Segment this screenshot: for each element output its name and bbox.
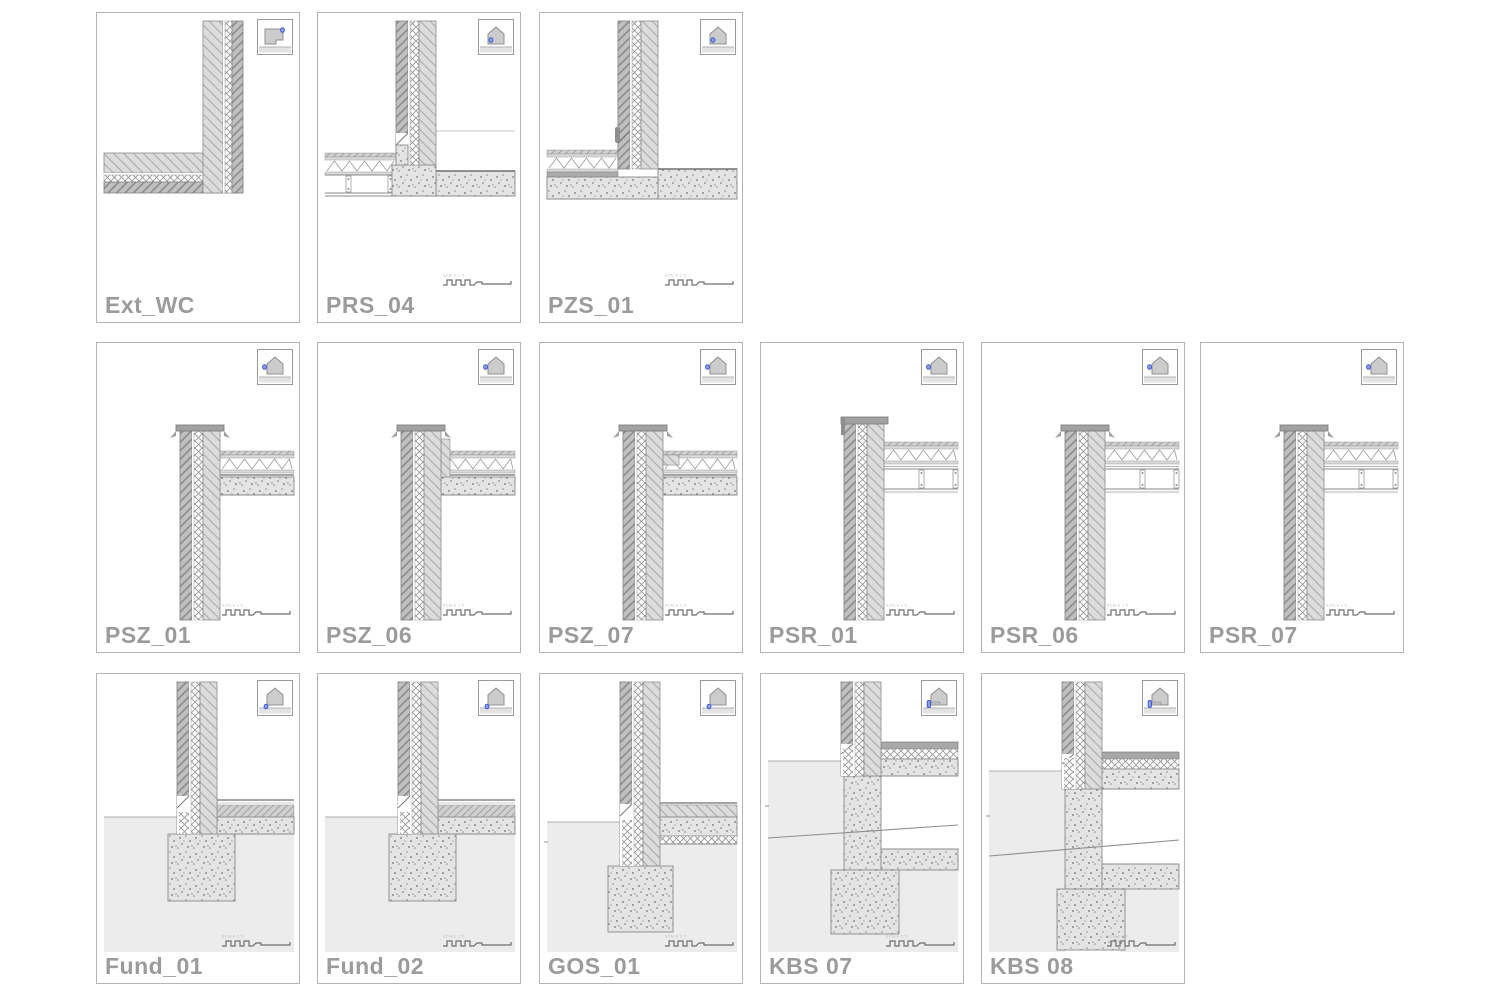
detail-card-pzs_01[interactable] <box>539 12 743 323</box>
scale-bar-label: SCALE 1:5 <box>222 934 244 939</box>
scale-bar <box>664 933 736 949</box>
scale-bar-label: SCALE 1:5 <box>886 934 908 939</box>
detail-drawing <box>97 13 299 322</box>
house-mid-floor-icon <box>921 349 957 385</box>
detail-card-prs_04[interactable] <box>317 12 521 323</box>
house-mid-floor-icon <box>1142 349 1178 385</box>
scale-bar <box>1106 933 1178 949</box>
card-label: GOS_01 <box>548 953 641 979</box>
house-ground-floor-icon <box>700 19 736 55</box>
detail-card-kbs08[interactable] <box>981 673 1185 984</box>
card-label: PSR_01 <box>769 622 858 648</box>
house-foundation-icon <box>257 680 293 716</box>
house-foundation-icon <box>700 680 736 716</box>
house-mid-floor-icon <box>700 349 736 385</box>
scale-bar-label: SCALE 1:5 <box>1107 934 1129 939</box>
scale-bar <box>442 272 514 288</box>
card-label: PSR_06 <box>990 622 1079 648</box>
scale-bar-label: SCALE 1:5 <box>665 934 687 939</box>
card-label: Ext_WC <box>105 292 195 318</box>
scale-bar-label: SCALE 1:5 <box>1326 603 1348 608</box>
scale-bar-label: SCALE 1:5 <box>665 273 687 278</box>
card-label: PSZ_06 <box>326 622 413 648</box>
house-ground-floor-icon <box>478 19 514 55</box>
card-label: PZS_01 <box>548 292 635 318</box>
card-label: PSZ_07 <box>548 622 635 648</box>
detail-card-psz_01[interactable] <box>96 342 300 653</box>
detail-card-kbs07[interactable] <box>760 673 964 984</box>
detail-card-psr_06[interactable] <box>981 342 1185 653</box>
card-label: Fund_01 <box>105 953 204 979</box>
card-label: Fund_02 <box>326 953 425 979</box>
scale-bar-label: SCALE 1:5 <box>443 934 465 939</box>
plan-corner-icon <box>257 19 293 55</box>
detail-card-psz_06[interactable] <box>317 342 521 653</box>
scale-bar-label: SCALE 1:5 <box>443 603 465 608</box>
scale-bar-label: SCALE 1:5 <box>1107 603 1129 608</box>
scale-bar <box>442 602 514 618</box>
house-foundation-icon <box>478 680 514 716</box>
scale-bar <box>664 602 736 618</box>
scale-bar <box>1325 602 1397 618</box>
house-mid-floor-icon <box>478 349 514 385</box>
detail-card-psr_01[interactable] <box>760 342 964 653</box>
scale-bar <box>221 933 293 949</box>
card-label: PRS_04 <box>326 292 415 318</box>
scale-bar <box>221 602 293 618</box>
card-label: KBS 07 <box>769 953 853 979</box>
house-mid-floor-icon <box>1361 349 1397 385</box>
card-label: PSR_07 <box>1209 622 1298 648</box>
detail-card-gos_01[interactable] <box>539 673 743 984</box>
detail-card-ext_wc[interactable] <box>96 12 300 323</box>
scale-bar-label: SCALE 1:5 <box>443 273 465 278</box>
house-basement-icon <box>1142 680 1178 716</box>
house-basement-icon <box>921 680 957 716</box>
card-label: KBS 08 <box>990 953 1074 979</box>
scale-bar <box>885 602 957 618</box>
card-label: PSZ_01 <box>105 622 192 648</box>
scale-bar-label: SCALE 1:5 <box>665 603 687 608</box>
scale-bar <box>885 933 957 949</box>
detail-card-psr_07[interactable] <box>1200 342 1404 653</box>
detail-card-psz_07[interactable] <box>539 342 743 653</box>
detail-card-fund_01[interactable] <box>96 673 300 984</box>
house-mid-floor-icon <box>257 349 293 385</box>
scale-bar-label: SCALE 1:5 <box>222 603 244 608</box>
scale-bar <box>664 272 736 288</box>
detail-card-fund_02[interactable] <box>317 673 521 984</box>
scale-bar-label: SCALE 1:5 <box>886 603 908 608</box>
scale-bar <box>442 933 514 949</box>
scale-bar <box>1106 602 1178 618</box>
